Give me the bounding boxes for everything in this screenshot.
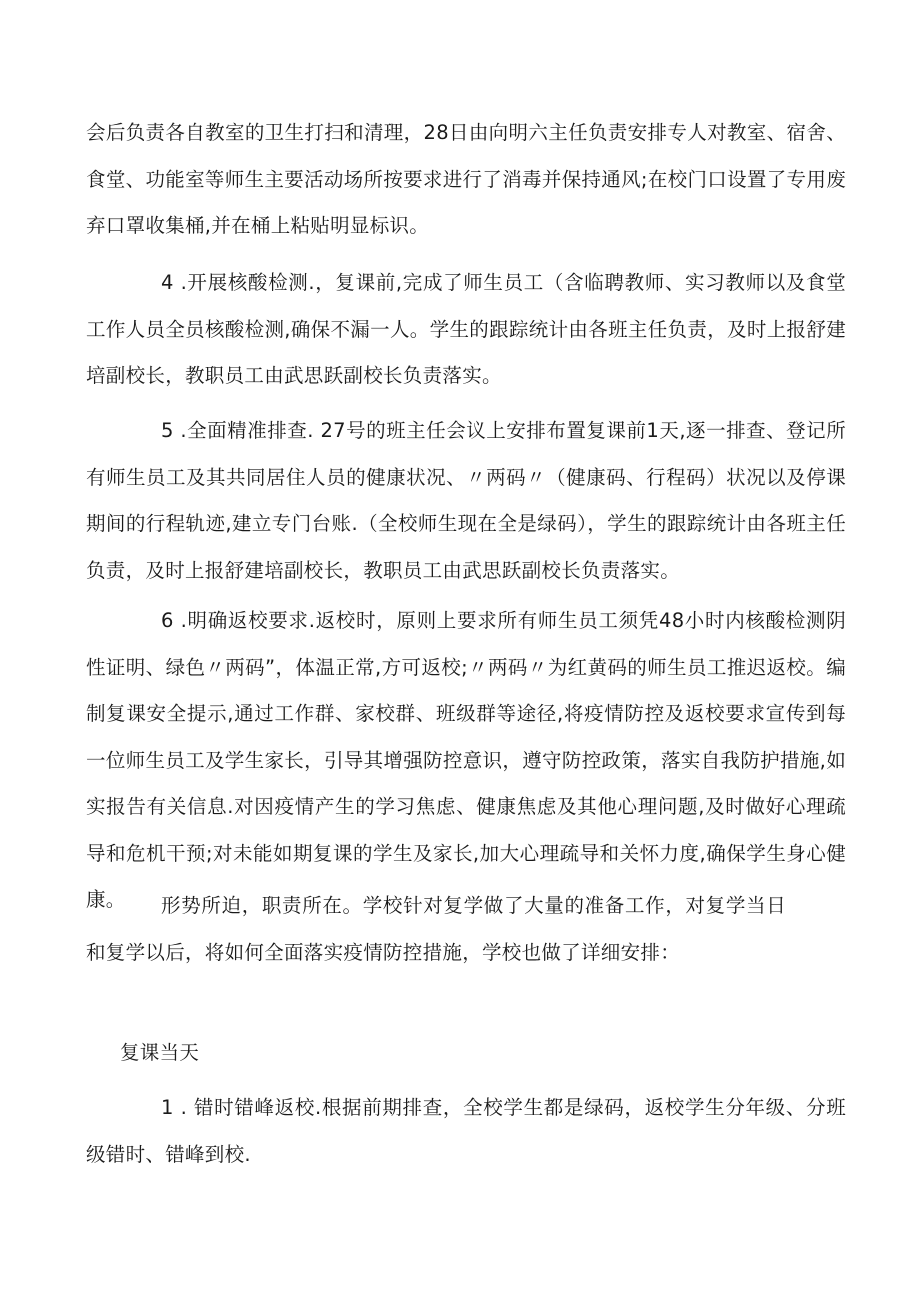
paragraph-item-1-staggered-return: 1 . 错时错峰返校.根据前期排查，全校学生都是绿码，返校学生分年级、分班级错时、错峰到校. [86,1096,846,1166]
paragraph-summary: 形势所迫，职责所在。学校针对复学做了大量的准备工作，对复学当日和复学以后，将如何全面落实疫情防控措施，学校也做了详细安排： [86,894,786,964]
paragraph-item-4-nucleic-acid-testing: 4 .开展核酸检测.，复课前,完成了师生员工（含临聘教师、实习教师以及食堂工作人员全员核酸检测,确保不漏一人。学生的跟踪统计由各班主任负责，及时上报舒建培副校长，教职员工由武思跃副校长负责落实。 [86,271,846,387]
paragraph-item-6-return-requirements: 6 .明确返校要求.返校时，原则上要求所有师生员工须凭48小时内核酸检测阴性证明、绿色〃两码”，体温正常,方可返校;〃两码〃为红黄码的师生员工推迟返校。编制复课安全提示,通过工作群、家校群、班级群等途径,将疫情防控及返校要求宣传到每一位师生员工及学生家长，引导其增强防控意识，遵守防控政策，落实自我防护措施,如实报告有关信息.对因疫情产生的学习焦虑、健康焦虑及其他心理问题,及时做好心理疏导和危机干预;对未能如期复课的学生及家长,加大心理疏导和关怀力度,确保学生身心健康。 [86,609,846,911]
paragraph-item-5-screening: 5 .全面精准排查. 27号的班主任会议上安排布置复课前1天,逐一排查、登记所有师生员工及其共同居住人员的健康状况、〃两码〃（健康码、行程码）状况以及停课期间的行程轨迹,建立专门台账.（全校师生现在全是绿码），学生的跟踪统计由各班主任负责，及时上报舒建培副校长，教职员工由武思跃副校长负责落实。 [86,419,846,582]
paragraph-continuation: 会后负责各自教室的卫生打扫和清理，28日由向明六主任负责安排专人对教室、宿舍、食堂、功能室等师生主要活动场所按要求进行了消毒并保持通风;在校门口设置了专用废弃口罩收集桶,并在桶上粘贴明显标识。 [86,121,846,237]
section-heading-reopening-day: 复课当天 [120,1041,200,1064]
